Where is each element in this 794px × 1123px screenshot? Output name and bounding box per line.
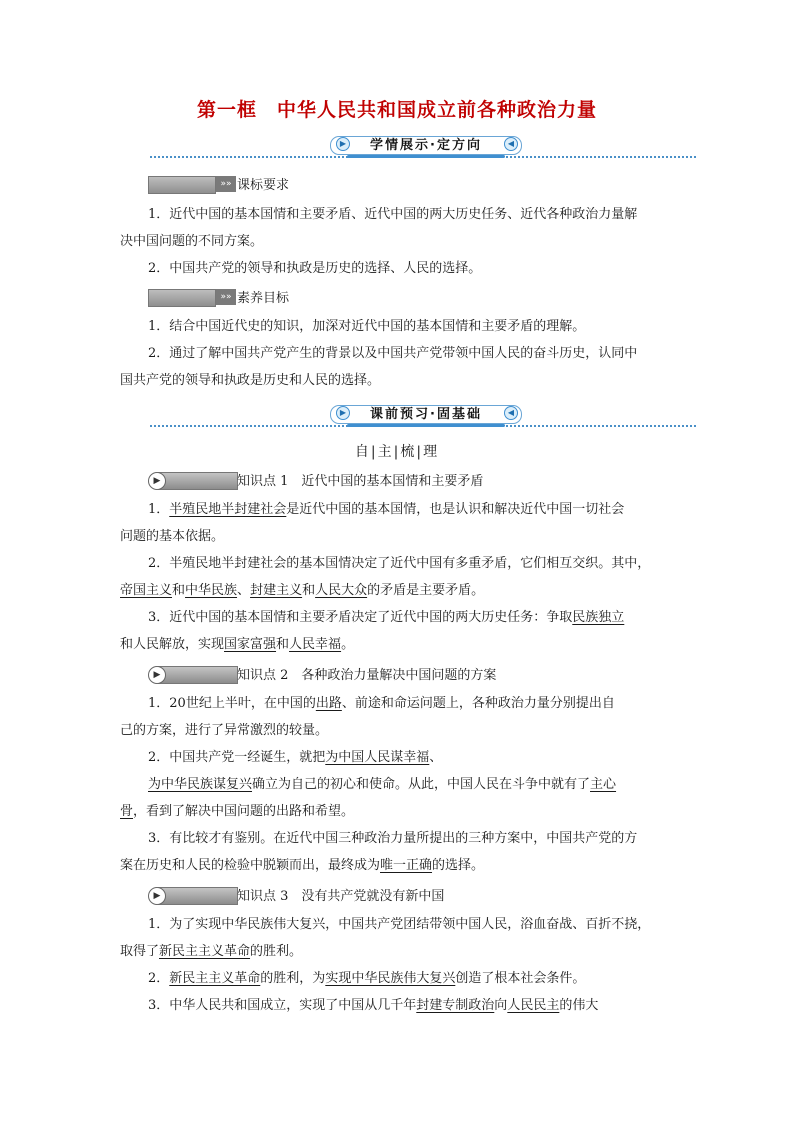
text: 和 xyxy=(172,583,186,598)
kp1-line: 问题的基本依据。 xyxy=(120,529,225,544)
section-label-suyang: 素养目标 xyxy=(237,291,290,306)
kp1-line xyxy=(120,637,354,653)
chevrons-icon: »» xyxy=(216,289,236,305)
section-banner-kechian xyxy=(150,404,696,428)
text: 和 xyxy=(276,637,290,652)
knowledge-point-tag xyxy=(148,472,236,488)
kp3-line xyxy=(148,971,585,987)
text: 、前途和命运问题上，各种政治力量分别提出自 xyxy=(341,696,615,711)
answer-blank: 新民主主义革命 xyxy=(169,971,261,986)
knowledge-point-label: 知识点 2 各种政治力量解决中国问题的方案 xyxy=(237,668,497,683)
kebiao-line: 决中国问题的不同方案。 xyxy=(120,234,264,249)
tag-bar xyxy=(158,887,238,905)
text: 取得了 xyxy=(120,944,160,959)
tag-bar xyxy=(148,176,216,194)
text: 2． xyxy=(148,971,170,986)
answer-blank: 新民主主义革命 xyxy=(159,944,251,959)
section-label-kebiao: 课标要求 xyxy=(237,178,290,193)
banner-label: 课前预习·固基础 xyxy=(370,407,482,422)
kp2-line xyxy=(120,858,484,874)
answer-blank: 出路 xyxy=(315,696,342,711)
text: 、 xyxy=(429,750,443,765)
text: 的胜利。 xyxy=(250,944,303,959)
answer-blank: 民族独立 xyxy=(572,610,625,625)
answer-blank: 骨 xyxy=(120,804,134,819)
answer-blank: 封建专制政治 xyxy=(416,998,495,1013)
text: 向 xyxy=(494,998,508,1013)
kp1-line xyxy=(148,502,624,518)
page-title: 第一框 中华人民共和国成立前各种政治力量 xyxy=(196,99,597,121)
play-icon: ▶ xyxy=(148,666,166,684)
play-right-icon: ▶ xyxy=(336,137,350,151)
answer-blank: 中华民族 xyxy=(185,583,238,598)
text: 3．近代中国的基本国情和主要矛盾决定了近代中国的两大历史任务：争取 xyxy=(148,610,573,625)
text: 和人民解放，实现 xyxy=(120,637,225,652)
kp3-line xyxy=(120,944,302,960)
suyang-line: 2．通过了解中国共产党产生的背景以及中国共产党带领中国人民的奋斗历史，认同中 xyxy=(148,346,638,361)
knowledge-point-tag xyxy=(148,887,236,903)
answer-blank: 主心 xyxy=(590,777,617,792)
text: 1． xyxy=(148,502,170,517)
play-left-icon: ◀ xyxy=(504,137,518,151)
section-banner-xueqing xyxy=(150,135,696,159)
text: 、 xyxy=(237,583,251,598)
answer-blank: 人民大众 xyxy=(315,583,368,598)
banner-pill xyxy=(330,136,522,155)
answer-blank: 帝国主义 xyxy=(120,583,173,598)
answer-blank: 封建主义 xyxy=(250,583,303,598)
kp2-line: 己的方案，进行了异常激烈的较量。 xyxy=(120,723,329,738)
kebiao-line: 1．近代中国的基本国情和主要矛盾、近代中国的两大历史任务、近代各种政治力量解 xyxy=(148,207,638,222)
kp1-line xyxy=(148,610,624,626)
text: 1．20世纪上半叶，在中国的 xyxy=(148,696,316,711)
kp3-line: 1．为了实现中华民族伟大复兴，中国共产党团结带领中国人民，浴血奋战、百折不挠， xyxy=(148,917,651,932)
play-left-icon: ◀ xyxy=(504,406,518,420)
text: 确立为自己的初心和使命。从此，中国人民在斗争中就有了 xyxy=(252,777,591,792)
text: 的胜利，为 xyxy=(260,971,326,986)
answer-blank: 人民幸福 xyxy=(289,637,342,652)
answer-blank: 实现中华民族伟大复兴 xyxy=(325,971,456,986)
kp3-line xyxy=(148,998,598,1014)
tag-bar xyxy=(158,472,238,490)
answer-blank: 为中华民族谋复兴 xyxy=(148,777,253,792)
kp1-line xyxy=(120,583,484,599)
text: 的选择。 xyxy=(432,858,485,873)
kebiao-line: 2．中国共产党的领导和执政是历史的选择、人民的选择。 xyxy=(148,261,482,276)
text: 的矛盾是主要矛盾。 xyxy=(367,583,485,598)
kp2-line xyxy=(148,750,442,766)
banner-label: 学情展示·定方向 xyxy=(370,138,482,153)
text: 创造了根本社会条件。 xyxy=(455,971,586,986)
text: 3．中华人民共和国成立，实现了中国从几千年 xyxy=(148,998,417,1013)
answer-blank: 国家富强 xyxy=(224,637,277,652)
knowledge-point-label: 知识点 3 没有共产党就没有新中国 xyxy=(237,889,445,904)
chevrons-icon: »» xyxy=(216,176,236,192)
answer-blank: 人民民主 xyxy=(507,998,560,1013)
text: ，看到了解决中国问题的出路和希望。 xyxy=(133,804,355,819)
text: 。 xyxy=(341,637,355,652)
kp2-line xyxy=(148,777,616,793)
banner-underline xyxy=(347,155,505,158)
text: 是近代中国的基本国情，也是认识和解决近代中国一切社会 xyxy=(286,502,625,517)
suyang-line: 1．结合中国近代史的知识，加深对近代中国的基本国情和主要矛盾的理解。 xyxy=(148,319,586,334)
knowledge-point-tag xyxy=(148,666,236,682)
kp1-line: 2．半殖民地半封建社会的基本国情决定了近代中国有多重矛盾，它们相互交织。其中， xyxy=(148,556,651,571)
answer-blank: 唯一正确 xyxy=(380,858,433,873)
play-icon: ▶ xyxy=(148,472,166,490)
answer-blank: 半殖民地半封建社会 xyxy=(169,502,287,517)
answer-blank: 为中国人民谋幸福 xyxy=(325,750,430,765)
tag-bar xyxy=(158,666,238,684)
banner-underline xyxy=(347,424,505,427)
subsection-heading: 自|主|梳|理 xyxy=(354,444,440,460)
tag-bar xyxy=(148,289,216,307)
banner-pill xyxy=(330,405,522,424)
section-tag-suyang xyxy=(148,289,238,305)
play-right-icon: ▶ xyxy=(336,406,350,420)
play-icon: ▶ xyxy=(148,887,166,905)
text: 的伟大 xyxy=(559,998,599,1013)
text: 2．中国共产党一经诞生，就把 xyxy=(148,750,326,765)
kp2-line xyxy=(120,804,354,820)
text: 和 xyxy=(302,583,316,598)
knowledge-point-label: 知识点 1 近代中国的基本国情和主要矛盾 xyxy=(237,474,484,489)
section-tag-kebiao xyxy=(148,176,238,192)
kp2-line: 3．有比较才有鉴别。在近代中国三种政治力量所提出的三种方案中，中国共产党的方 xyxy=(148,831,638,846)
kp2-line xyxy=(148,696,615,712)
text: 案在历史和人民的检验中脱颖而出，最终成为 xyxy=(120,858,381,873)
suyang-line: 国共产党的领导和执政是历史和人民的选择。 xyxy=(120,373,381,388)
